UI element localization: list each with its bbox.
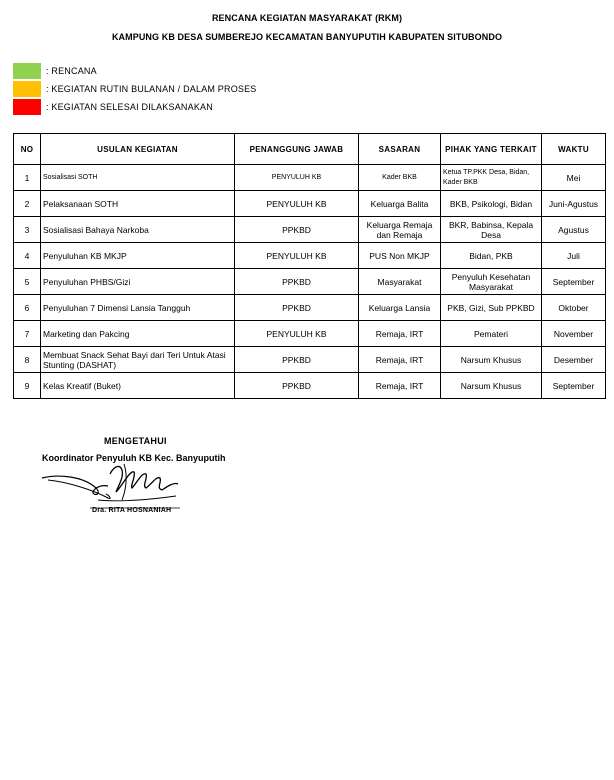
legend-swatch (13, 99, 41, 115)
cell-waktu: Mei (542, 165, 606, 191)
cell-penanggung: PENYULUH KB (235, 165, 359, 191)
table-row (14, 165, 606, 191)
approval-position: Koordinator Penyuluh KB Kec. Banyuputih (42, 453, 226, 463)
cell-no: 1 (14, 165, 41, 191)
cell-sasaran: PUS Non MKJP (359, 243, 441, 269)
cell-usulan: Penyuluhan 7 Dimensi Lansia Tangguh (41, 295, 235, 321)
cell-pihak: BKR, Babinsa, Kepala Desa (441, 217, 542, 243)
table-row (14, 243, 606, 269)
cell-no: 7 (14, 321, 41, 347)
table-row (14, 217, 606, 243)
cell-sasaran: Keluarga Balita (359, 191, 441, 217)
approval-heading: MENGETAHUI (104, 436, 167, 446)
cell-waktu: Oktober (542, 295, 606, 321)
cell-usulan: Kelas Kreatif (Buket) (41, 373, 235, 399)
cell-pihak: Narsum Khusus (441, 347, 542, 373)
legend-item-rencana (13, 63, 97, 79)
cell-usulan: Sosialisasi SOTH (41, 165, 235, 191)
cell-waktu: Desember (542, 347, 606, 373)
cell-sasaran: Remaja, IRT (359, 321, 441, 347)
table-row (14, 191, 606, 217)
cell-pihak: Bidan, PKB (441, 243, 542, 269)
cell-usulan: Sosialisasi Bahaya Narkoba (41, 217, 235, 243)
legend-item-rutin (13, 81, 257, 97)
document-subtitle: KAMPUNG KB DESA SUMBEREJO KECAMATAN BANYUPUTIH KABUPATEN SITUBONDO (111, 32, 503, 42)
cell-sasaran: Remaja, IRT (359, 347, 441, 373)
legend-label: : KEGIATAN RUTIN BULANAN / DALAM PROSES (46, 84, 257, 94)
cell-waktu: November (542, 321, 606, 347)
cell-usulan: Membuat Snack Sehat Bayi dari Teri Untuk Atasi Stunting (DASHAT) (41, 347, 235, 373)
cell-pihak: Penyuluh Kesehatan Masyarakat (441, 269, 542, 295)
header-pihak: PIHAK YANG TERKAIT (441, 134, 542, 165)
table-row (14, 295, 606, 321)
cell-usulan: Penyuluhan PHBS/Gizi (41, 269, 235, 295)
header-waktu: WAKTU (542, 134, 606, 165)
cell-sasaran: Remaja, IRT (359, 373, 441, 399)
cell-usulan: Marketing dan Pakcing (41, 321, 235, 347)
cell-waktu: September (542, 269, 606, 295)
document-title: RENCANA KEGIATAN MASYARAKAT (RKM) (211, 13, 403, 23)
cell-penanggung: PENYULUH KB (235, 191, 359, 217)
table-row (14, 373, 606, 399)
header-penanggung: PENANGGUNG JAWAB (235, 134, 359, 165)
cell-usulan: Pelaksanaan SOTH (41, 191, 235, 217)
cell-penanggung: PENYULUH KB (235, 243, 359, 269)
cell-sasaran: Keluarga Remaja dan Remaja (359, 217, 441, 243)
rkm-table (13, 133, 606, 399)
legend-item-selesai (13, 99, 213, 115)
legend-label: : KEGIATAN SELESAI DILAKSANAKAN (46, 102, 213, 112)
cell-sasaran: Keluarga Lansia (359, 295, 441, 321)
table-row (14, 347, 606, 373)
cell-waktu: Juni-Agustus (542, 191, 606, 217)
table-header-row (14, 134, 606, 165)
cell-waktu: Agustus (542, 217, 606, 243)
cell-no: 2 (14, 191, 41, 217)
cell-no: 3 (14, 217, 41, 243)
cell-no: 5 (14, 269, 41, 295)
cell-penanggung: PPKBD (235, 373, 359, 399)
legend-label: : RENCANA (46, 66, 97, 76)
cell-pihak: Narsum Khusus (441, 373, 542, 399)
cell-no: 6 (14, 295, 41, 321)
cell-no: 8 (14, 347, 41, 373)
cell-waktu: September (542, 373, 606, 399)
cell-penanggung: PPKBD (235, 269, 359, 295)
cell-no: 9 (14, 373, 41, 399)
cell-waktu: Juli (542, 243, 606, 269)
cell-sasaran: Masyarakat (359, 269, 441, 295)
cell-penanggung: PPKBD (235, 347, 359, 373)
cell-penanggung: PPKBD (235, 217, 359, 243)
table-row (14, 269, 606, 295)
table-row (14, 321, 606, 347)
legend-swatch (13, 63, 41, 79)
cell-penanggung: PPKBD (235, 295, 359, 321)
cell-sasaran: Kader BKB (359, 165, 441, 191)
cell-pihak: Pemateri (441, 321, 542, 347)
header-sasaran: SASARAN (359, 134, 441, 165)
cell-no: 4 (14, 243, 41, 269)
cell-pihak: BKB, Psikologi, Bidan (441, 191, 542, 217)
cell-usulan: Penyuluhan KB MKJP (41, 243, 235, 269)
header-no: NO (14, 134, 41, 165)
header-usulan: USULAN KEGIATAN (41, 134, 235, 165)
cell-penanggung: PENYULUH KB (235, 321, 359, 347)
cell-pihak: Ketua TP.PKK Desa, Bidan, Kader BKB (441, 165, 542, 191)
signer-name: Dra. RITA HOSNANIAH (92, 507, 172, 514)
cell-pihak: PKB, Gizi, Sub PPKBD (441, 295, 542, 321)
legend-swatch (13, 81, 41, 97)
